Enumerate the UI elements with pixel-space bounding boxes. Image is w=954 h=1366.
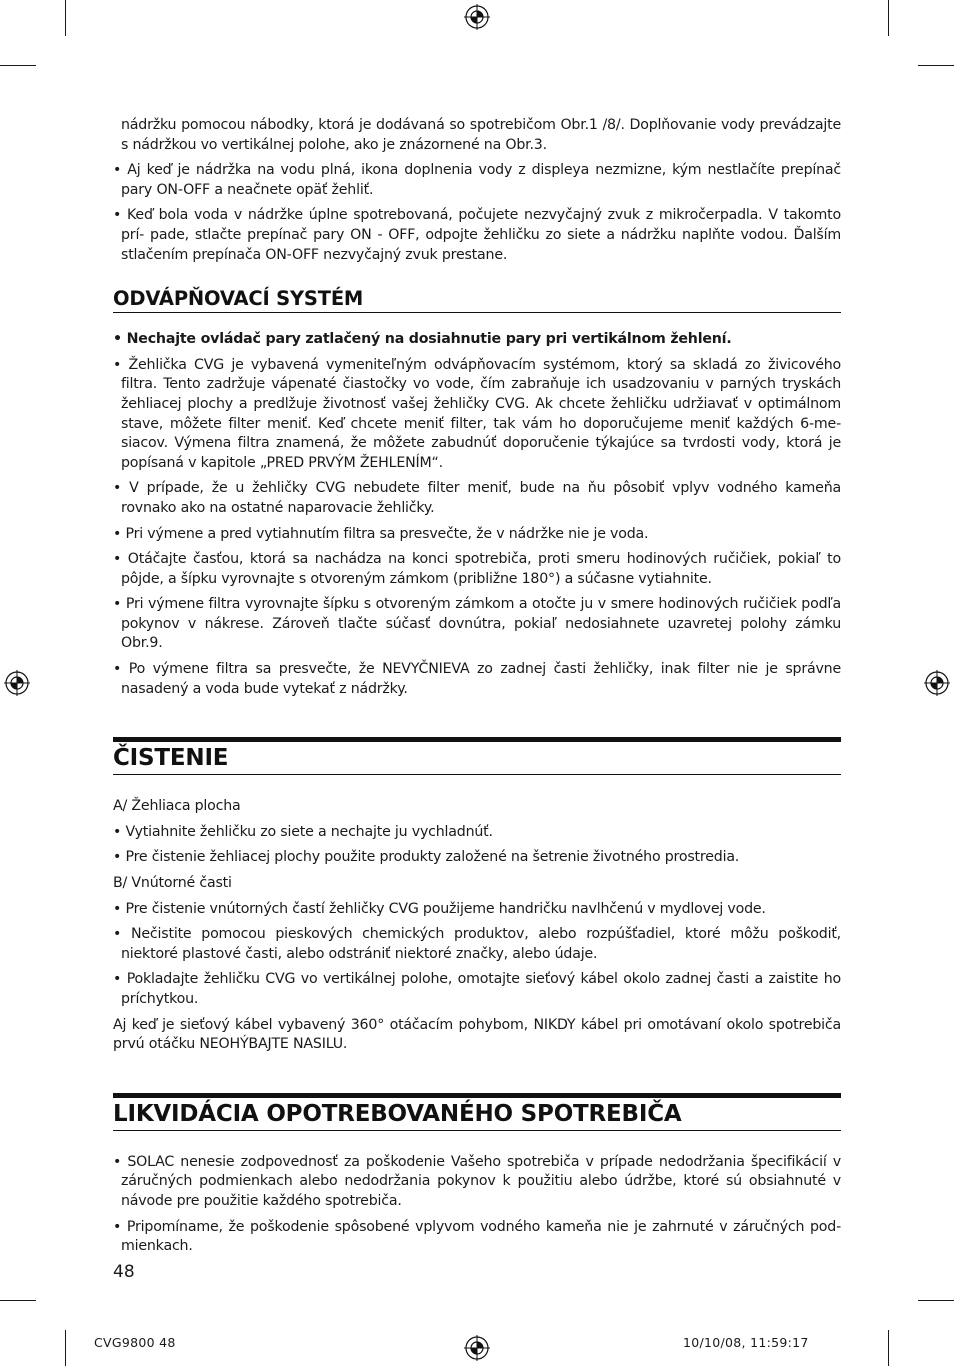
descaling-bullet: • Po výmene filtra sa presvečte, že NEVYČNIEVA zo zadnej časti žehličky, inak filter nie je správne nasadený a voda bude vytekať z nádržky. xyxy=(113,660,841,699)
registration-mark-icon xyxy=(464,1335,490,1361)
descaling-bullet: • Pri výmene filtra vyrovnajte šípku s otvoreným zámkom a otočte ju v smere hodinových ručičiek podľa pokynov v nákrese. Zároveň tlačte súčasť dovnútra, pokiaľ nedosiahnete uzavretej polohy zámku Obr.9. xyxy=(113,595,841,654)
section-title-cleaning: ČISTENIE xyxy=(113,737,841,775)
section-title-descaling: ODVÁPŇOVACÍ SYSTÉM xyxy=(113,287,841,313)
cleaning-subheading: A/ Žehliaca plocha xyxy=(113,798,241,815)
disposal-bullet: • SOLAC nenesie zodpovednosť za poškodenie Vašeho spotrebiča v prípade nedodržania špecifikácií v záručných podmienkach alebo nedodržania pokynov k použitiu alebo údržbe, ktoré sú obsiahnuté v návode pre použitie každého spotrebiča. xyxy=(113,1153,841,1212)
crop-mark-icon xyxy=(888,1330,889,1366)
cleaning-bullet: • Pre čistenie žehliacej plochy použite produkty založené na šetrenie životného prostredia. xyxy=(113,848,841,868)
section-title-disposal: LIKVIDÁCIA OPOTREBOVANÉHO SPOTREBIČA xyxy=(113,1093,841,1131)
cleaning-bullet: • Pre čistenie vnútorných častí žehličky CVG použijeme handričku navlhčenú v mydlovej vode. xyxy=(113,900,841,920)
descaling-bullet: • Žehlička CVG je vybavená vymeniteľným odvápňovacím systémom, ktorý sa skladá zo živicového filtra. Tento zadržuje vápenaté čiastočky vo vode, čím zabraňuje ich usadzovaniu v parných tryskách žehliacej plochy a predlžuje životnosť vašej žehličky CVG. Ak chcete žehličku udržiavať v optimálnom stave, môžete filter meniť. Keď chcete meniť filter, tak vám ho doporučujeme meniť každých 6-me- siacov. Výmena filtra znamená, že môžete zabudnúť doporučenie týkajúce sa tvrdosti vody, ktorá je popísaná v kapitole „PRED PRVÝM ŽEHLENÍM“. xyxy=(113,356,841,474)
registration-mark-icon xyxy=(464,4,490,30)
cleaning-note: Aj keď je sieťový kábel vybavený 360° otáčacím pohybom, NIKDY kábel pri omotávaní okolo spotrebiča prvú otáčku NEOHÝBAJTE NASILU. xyxy=(113,1016,841,1053)
cleaning-bullet: • Pokladajte žehličku CVG vo vertikálnej polohe, omotajte sieťový kábel okolo zadnej časti a zaistite ho príchytkou. xyxy=(113,970,841,1009)
intro-bullet: • Keď bola voda v nádržke úplne spotrebovaná, počujete nezvyčajný zvuk z mikročerpadla. V takomto prí- pade, stlačte prepínač pary ON - OFF, odpojte žehličku zo siete a nádržku naplňte vodou. Ďalším stlačením prepínača ON-OFF nezvyčajný zvuk prestane. xyxy=(113,206,841,265)
cleaning-bullet: • Nečistite pomocou pieskových chemických produktov, alebo rozpúšťadiel, ktoré môžu poškodiť, niektoré plastové časti, alebo odstrániť niektoré značky, alebo údaje. xyxy=(113,925,841,964)
crop-mark-icon xyxy=(0,1300,36,1301)
registration-mark-icon xyxy=(4,670,30,696)
crop-mark-icon xyxy=(65,0,66,36)
crop-mark-icon xyxy=(918,1300,954,1301)
intro-bullet: • Aj keď je nádržka na vodu plná, ikona doplnenia vody z displeya nezmizne, kým nestlačíte prepínač pary ON-OFF a neačnete opäť žehliť. xyxy=(113,161,841,200)
descaling-bullet: • V prípade, že u žehličky CVG nebudete filter meniť, bude na ňu pôsobiť vplyv vodného kameňa rovnako ako na ostatné naparovacie žehličky. xyxy=(113,479,841,518)
footer-job-info: CVG9800 48 xyxy=(94,1335,176,1350)
page-body xyxy=(113,116,841,1263)
descaling-bullet: • Pri výmene a pred vytiahnutím filtra sa presvečte, že v nádržke nie je voda. xyxy=(113,525,841,545)
cleaning-subheading: B/ Vnútorné časti xyxy=(113,875,232,892)
disposal-bullet: • Pripomíname, že poškodenie spôsobené vplyvom vodného kameňa nie je zahrnuté v záručných pod- mienkach. xyxy=(113,1218,841,1257)
crop-mark-icon xyxy=(65,1330,66,1366)
crop-mark-icon xyxy=(918,65,954,66)
crop-mark-icon xyxy=(888,0,889,36)
registration-mark-icon xyxy=(924,670,950,696)
page-number: 48 xyxy=(113,1262,135,1282)
crop-mark-icon xyxy=(0,65,36,66)
cleaning-bullet: • Vytiahnite žehličku zo siete a nechajte ju vychladnúť. xyxy=(113,823,841,843)
footer-timestamp: 10/10/08, 11:59:17 xyxy=(683,1335,809,1350)
descaling-bold-bullet: • Nechajte ovládač pary zatlačený na dosiahnutie pary pri vertikálnom žehlení. xyxy=(113,330,841,350)
descaling-bullet: • Otáčajte časťou, ktorá sa nachádza na konci spotrebiča, proti smeru hodinových ručičiek, pokiaľ to pôjde, a šípku vyrovnajte s otvoreným zámkom (približne 180°) a súčasne vytiahnite. xyxy=(113,550,841,589)
intro-paragraph: nádržku pomocou nábodky, ktorá je dodávaná so spotrebičom Obr.1 /8/. Doplňovanie vody prevádzajte s nádržkou vo vertikálnej polohe, ako je znázornené na Obr.3. xyxy=(121,117,841,153)
